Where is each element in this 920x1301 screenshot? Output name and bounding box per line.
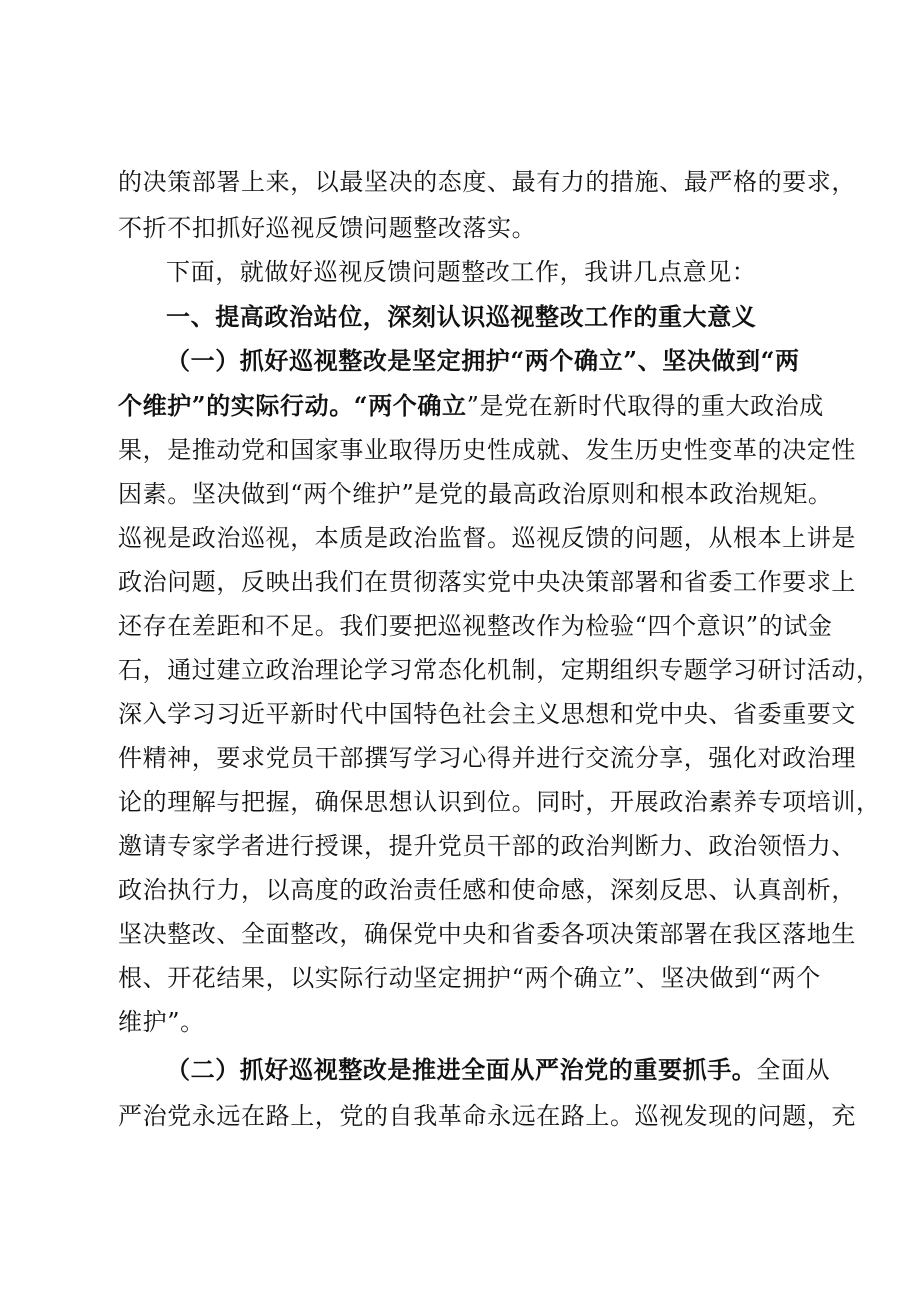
line-text: 坚决整改、全面整改，确保党中央和省委各项决策部署在我区落地生 <box>118 920 856 948</box>
line-text: 严治党永远在路上，党的自我革命永远在路上。巡视发现的问题，充 <box>118 1102 856 1130</box>
body-line <box>118 918 856 950</box>
body-line-1 <box>118 166 856 198</box>
section-heading-1 <box>166 301 866 333</box>
subsection-2-line-1 <box>166 1054 866 1086</box>
line-text: 还存在差距和不足。我们要把巡视整改作为检验“四个意识”的试金 <box>118 612 833 640</box>
body-line <box>118 830 856 862</box>
body-line <box>118 566 856 598</box>
line-text: 深入学习习近平新时代中国特色社会主义思想和党中央、省委重要文 <box>118 700 856 728</box>
line-text: 政治执行力，以高度的政治责任感和使命感，深刻反思、认真剖析， <box>118 876 856 904</box>
body-line <box>118 1006 818 1038</box>
body-line <box>118 522 856 554</box>
line-text: 石，通过建立政治理论学习常态化机制，定期组织专题学习研讨活动， <box>118 656 881 684</box>
body-line <box>118 654 881 686</box>
subsection-1-line-2 <box>118 390 824 422</box>
line-text: 论的理解与把握，确保思想认识到位。同时，开展政治素养专项培训， <box>118 788 881 816</box>
line-text: 的决策部署上来，以最坚决的态度、最有力的措施、最严格的要求， <box>118 168 856 196</box>
heading-text: 一、提高政治站位，深刻认识巡视整改工作的重大意义 <box>166 302 757 331</box>
line-text: 因素。坚决做到“两个维护”是党的最高政治原则和根本政治规矩。 <box>118 480 833 508</box>
line-text: 邀请专家学者进行授课，提升党员干部的政治判断力、政治领悟力、 <box>118 832 856 860</box>
line-text: 全面从 <box>756 1056 831 1084</box>
line-text: 件精神，要求党员干部撰写学习心得并进行交流分享，强化对政治理 <box>118 744 856 772</box>
line-text: 巡视是政治巡视，本质是政治监督。巡视反馈的问题，从根本上讲是 <box>118 524 856 552</box>
line-text: 维护”。 <box>118 1008 205 1036</box>
body-line <box>118 1100 856 1132</box>
intro-paragraph <box>166 256 866 288</box>
line-text: 下面，就做好巡视反馈问题整改工作，我讲几点意见： <box>166 258 757 286</box>
body-line <box>118 962 821 994</box>
line-text: ”是党在新时代取得的重大政治成 <box>466 392 824 420</box>
body-line <box>118 610 833 642</box>
subheading-text: （二）抓好巡视整改是推进全面从严治党的重要抓手。 <box>166 1055 757 1084</box>
line-text: 政治问题，反映出我们在贯彻落实党中央决策部署和省委工作要求上 <box>118 568 856 596</box>
subheading-text: （一）抓好巡视整改是坚定拥护“两个确立”、坚决做到“两 <box>166 346 800 375</box>
subheading-text: 个维护”的实际行动。“两个确立 <box>118 391 467 420</box>
subsection-1-line-1 <box>166 345 866 377</box>
body-line <box>118 434 856 466</box>
line-text: 果，是推动党和国家事业取得历史性成就、发生历史性变革的决定性 <box>118 436 856 464</box>
body-line <box>118 874 856 906</box>
body-line <box>118 786 881 818</box>
body-line <box>118 698 856 730</box>
body-line-2 <box>118 212 818 244</box>
line-text: 不折不扣抓好巡视反馈问题整改落实。 <box>118 214 537 242</box>
body-line <box>118 478 833 510</box>
line-text: 根、开花结果，以实际行动坚定拥护“两个确立”、坚决做到“两个 <box>118 964 821 992</box>
body-line <box>118 742 856 774</box>
